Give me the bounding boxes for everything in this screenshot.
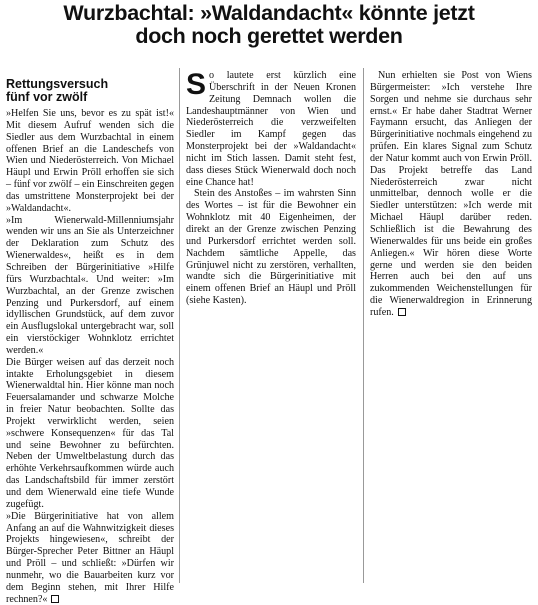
paragraph-text: Nun erhielten sie Post von Wiens Bürgermeister: »Ich verstehe Ihre Sorgen und nehme sie durchaus sehr ernst.« Er habe daher Stadtrat Werner Faymann ersucht, das Anliegen der Bürgerinitiative nochmals eingehend zu prüfen. Ein klares Signal zum Schutz der Natur kommt auch von Erwin Pröll. Das Projekt betreffe das Land Niederösterreich zwar nicht unmittelbar, dennoch wolle er die Siedler unterstützen: »Ich werde mit Michael Häupl darüber reden. Schließlich ist die Bewahrung des Wienerwaldes für uns beide ein großes Anliegen.« Wir hören diese Worte gerne und werden sie den beiden Herren auch bei den auf uns zukommenden Weichenstellungen für die Wienerwaldregion in Erinnerung rufen. bbox=[370, 70, 532, 318]
paragraph bbox=[370, 70, 532, 319]
end-mark-icon bbox=[51, 595, 59, 603]
end-mark-icon bbox=[398, 308, 406, 316]
paragraph-text: o lautete erst kürzlich eine Überschrift in der Neuen Kronen Zeitung Demnach wollen die Landeshauptmänner von Wien und Niederösterreich die verzweifelten Siedler im Kampf gegen das Monsterprojekt bei der »Waldandacht« nicht im Stich lassen. Damit steht fest, dass dieses Stück Wienerwald doch noch eine Chance hat! bbox=[186, 70, 356, 188]
article-column-3 bbox=[370, 70, 532, 319]
subheading-line-1: Rettungsversuch bbox=[6, 77, 109, 91]
subheading bbox=[6, 78, 174, 104]
paragraph-text: »Die Bürgerinitiative hat von allem Anfang an auf die Wahnwitzigkeit dieses Projekts hingewiesen«, schreibt der Bürger-Sprecher Peter Bittner an Häupl und Pröll – und schließt: »Dürfen wir nunmehr, wo die Bauarbeiten kurz vor dem Beginn stehen, mit Ihrer Hilfe rechnen?« bbox=[6, 510, 174, 605]
paragraph: Die Bürger weisen auf das derzeit noch intakte Erholungsgebiet in diesem Wienerwaldtal hin. Hier könne man noch Feuersalamander und schwarze Molche in freier Natur beobachten. Sollte das Projekt verwirklicht werden, seien »schwere Konsequenzen« für das Tal und seine Bewohner zu befürchten. Neben der Umweltbelastung durch das erhöhte Verkehrsaufkommen würde auch das Landschaftsbild für immer zerstört und dem Wienerwald eine tiefe Wunde zugefügt. bbox=[6, 356, 174, 510]
sidebar-box bbox=[6, 78, 174, 605]
subheading-line-2: fünf vor zwölf bbox=[6, 90, 88, 104]
paragraph bbox=[6, 511, 174, 605]
headline-line-1: Wurzbachtal: »Waldandacht« könnte jetzt bbox=[63, 1, 475, 25]
paragraph bbox=[186, 70, 356, 188]
column-divider bbox=[363, 68, 364, 583]
article-column-2 bbox=[186, 70, 356, 307]
drop-cap: S bbox=[186, 68, 207, 101]
column-divider bbox=[179, 68, 180, 583]
paragraph: »Im Wienerwald-Millenniumsjahr wenden wir uns an Sie als Unterzeichner der Deklaration zum Schutz des Wienerwaldes«, heißt es in dem Schreiben der Bürgerinitiative »Hilfe fürs Wurzbachtal«. Und weiter: »Im Wurzbachtal, an der Grenze zwischen Penzing und Purkersdorf, auf einem idyllischen Grundstück, auf dem zuvor ein Ausflugslokal untergebracht war, soll ein vierstöckiger Wohnklotz errichtet werden.« bbox=[6, 214, 174, 356]
headline-line-2: doch noch gerettet werden bbox=[135, 24, 403, 48]
paragraph: Stein des Anstoßes – im wahrsten Sinn des Wortes – ist für die Bewohner ein Wohnklotz mit 40 Eigenheimen, der direkt an der Grenze zwischen Penzing und Purkersdorf errichtet werden soll. Nachdem sämtliche Appelle, das Grünjuwel nicht zu zerstören, verhallten, wandte sich die Bürgerinitiative mit einem offenen Brief an Häupl und Pröll (siehe Kasten). bbox=[186, 188, 356, 307]
paragraph: »Helfen Sie uns, bevor es zu spät ist!« Mit diesem Aufruf wenden sich die Siedler aus dem Wurzbachtal in einem offenen Brief an die Landeschefs von Wien und Niederösterreich. Von Michael Häupl und Erwin Pröll erhoffen sie sich – fünf vor zwölf – ein Einschreiten gegen das umstrittene Monsterprojekt bei der »Waldandacht«. bbox=[6, 108, 174, 214]
headline bbox=[0, 2, 538, 48]
